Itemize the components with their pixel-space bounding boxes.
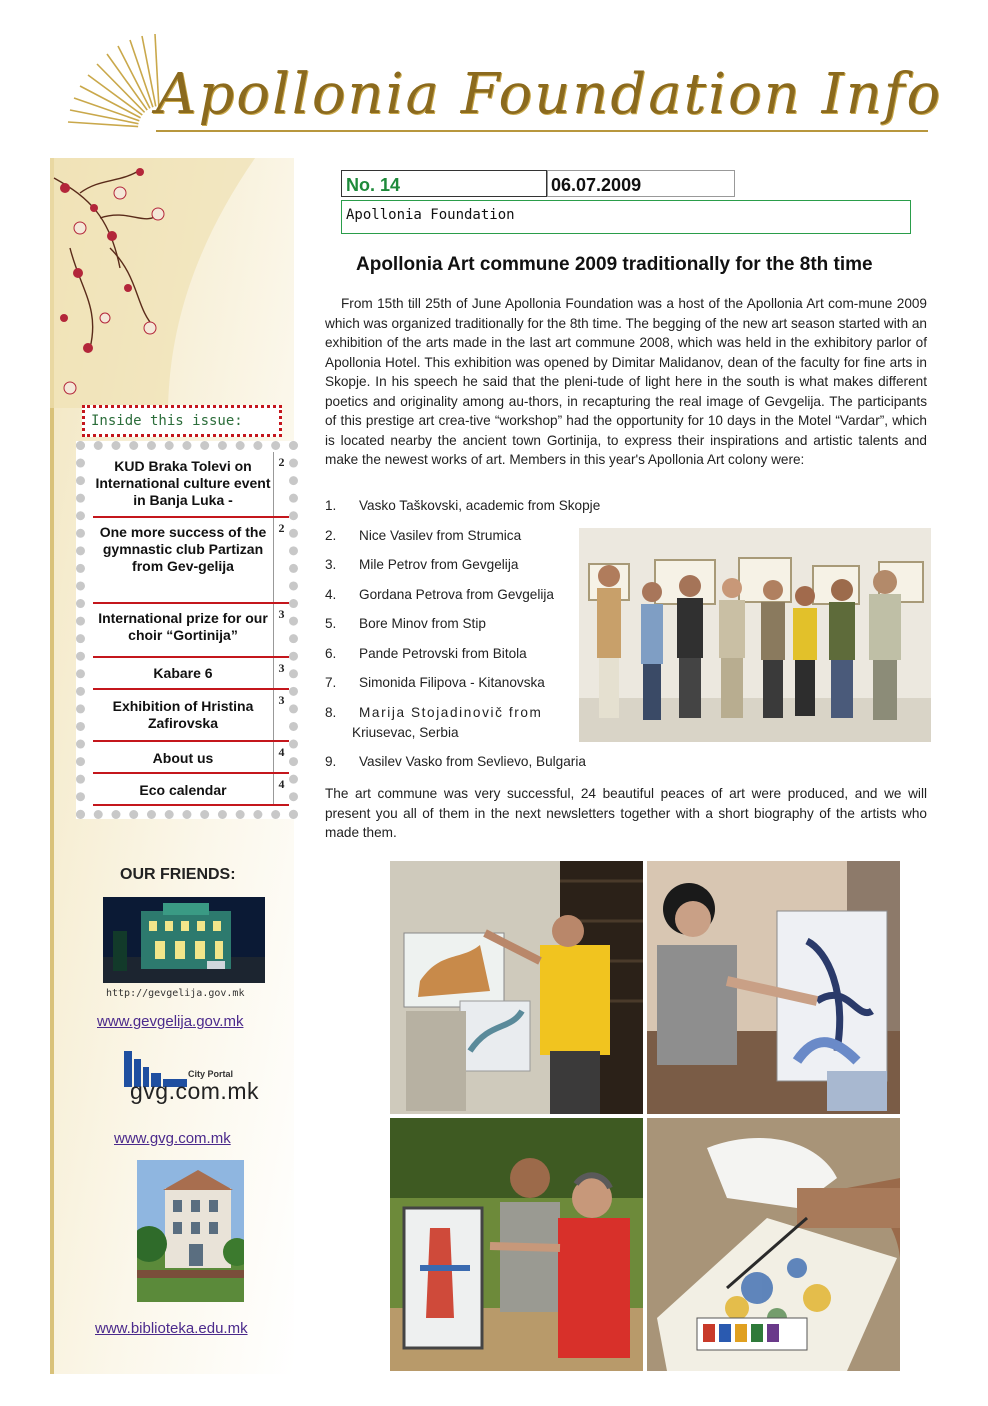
toc-item-title: Eco calendar bbox=[139, 782, 227, 798]
toc-item-page: 4 bbox=[273, 774, 289, 804]
toc-item-page: 3 bbox=[273, 604, 289, 656]
painter-woman-photo bbox=[647, 861, 900, 1114]
toc-item-title: International prize for our choir “Gortinija” bbox=[98, 610, 268, 643]
gvg-link[interactable]: www.gvg.com.mk bbox=[114, 1130, 231, 1147]
friends-heading: OUR FRIENDS: bbox=[120, 866, 236, 883]
watercolor-closeup-photo bbox=[647, 1118, 900, 1371]
gvg-logo-text: gvg.com.mk bbox=[130, 1078, 259, 1104]
toc-item[interactable] bbox=[93, 774, 289, 806]
toc-item[interactable] bbox=[93, 452, 289, 518]
toc-item-page: 3 bbox=[273, 658, 289, 688]
list-item: 1. Vasko Taškovski, academic from Skopje bbox=[325, 498, 601, 513]
article-paragraph-1: From 15th till 25th of June Apollonia Foundation was a host of the Apollonia Art com-mune 2009 which was organized traditionally for the 8th time. The begging of the new art season started with an exhibition of the arts made in the last art commune 2008, which was held in the exhibitory parlor of Apollonia Hotel. This exhibition was opened by Dimitar Malidanov, dean of the faculty for fine arts in Skopje. In his speech he said that the pleni-tude of light here in the south is what makes different poetics and originality among au-thors, in recapturing the real image of Gevgelija. The participants of this prestige art crea-tive “workshop” had the opportunity for 10 days in the Motel “Vardar”, which is located nearby the ancient town Gortinija, to express their inspirations and artistic talents and make the newest works of art. Members in this year's Apollonia Art colony were: bbox=[325, 296, 927, 467]
gevgelija-photo-caption: http://gevgelija.gov.mk bbox=[106, 988, 245, 999]
photo-grid bbox=[390, 861, 900, 1371]
issue-date: 06.07.2009 bbox=[547, 170, 735, 197]
biblioteka-link[interactable]: www.biblioteka.edu.mk bbox=[95, 1320, 248, 1337]
toc-item-title: KUD Braka Tolevi on International culture event in Banja Luka - bbox=[95, 458, 271, 508]
list-item: 5. Bore Minov from Stip bbox=[325, 616, 486, 631]
list-item: 7. Simonida Filipova - Kitanovska bbox=[325, 675, 545, 690]
list-item: 3. Mile Petrov from Gevgelija bbox=[325, 557, 519, 572]
article-paragraph-2: The art commune was very successful, 24 beautiful peaces of art were produced, and we will present you all of them in the next newsletters together with a short biography of the artists who made them. bbox=[325, 786, 927, 840]
toc-item-title: Kabare 6 bbox=[153, 665, 213, 681]
inside-this-issue-label: Inside this issue: bbox=[82, 405, 282, 437]
publisher-label: Apollonia Foundation bbox=[341, 200, 911, 234]
toc-item[interactable] bbox=[93, 518, 289, 604]
toc-item-page: 2 bbox=[273, 452, 289, 516]
masthead-rule bbox=[156, 130, 928, 132]
toc-item-page: 3 bbox=[273, 690, 289, 740]
sunburst-logo-icon bbox=[60, 28, 170, 140]
gevgelija-link[interactable]: www.gevgelija.gov.mk bbox=[97, 1013, 244, 1030]
toc-item-title: About us bbox=[152, 750, 214, 766]
gvg-logo[interactable] bbox=[122, 1049, 274, 1105]
masthead bbox=[60, 28, 943, 140]
toc-item[interactable] bbox=[93, 604, 289, 658]
toc-item[interactable] bbox=[93, 742, 289, 774]
list-item: Kriusevac, Serbia bbox=[352, 725, 459, 740]
group-photo bbox=[579, 528, 931, 742]
article-headline: Apollonia Art commune 2009 traditionally for the 8th time bbox=[356, 254, 873, 275]
list-item: 8. Marija Stojadinovič from bbox=[325, 705, 543, 720]
list-item: 6. Pande Petrovski from Bitola bbox=[325, 646, 527, 661]
newsletter-title: Apollonia Foundation Info bbox=[156, 62, 943, 127]
toc-item[interactable] bbox=[93, 690, 289, 742]
toc-item-page: 2 bbox=[273, 518, 289, 602]
issue-number: No. 14 bbox=[341, 170, 547, 197]
list-item: 2. Nice Vasilev from Strumica bbox=[325, 528, 522, 543]
list-item: 9. Vasilev Vasko from Sevlievo, Bulgaria bbox=[325, 754, 586, 769]
toc-item-title: Exhibition of Hristina Zafirovska bbox=[112, 698, 254, 731]
toc-item-page: 4 bbox=[273, 742, 289, 772]
painters-easel-photo bbox=[390, 1118, 643, 1371]
gevgelija-building-photo bbox=[103, 897, 265, 983]
library-building-photo bbox=[137, 1160, 244, 1302]
gvg-logo-small: City Portal bbox=[188, 1069, 234, 1079]
toc-item-title: One more success of the gymnastic club Partizan from Gev-gelija bbox=[99, 524, 267, 574]
painter-yellow-shirt-photo bbox=[390, 861, 643, 1114]
list-item: 4. Gordana Petrova from Gevgelija bbox=[325, 587, 554, 602]
toc-item[interactable] bbox=[93, 658, 289, 690]
floral-ornament-icon bbox=[50, 158, 290, 408]
table-of-contents bbox=[76, 441, 298, 819]
